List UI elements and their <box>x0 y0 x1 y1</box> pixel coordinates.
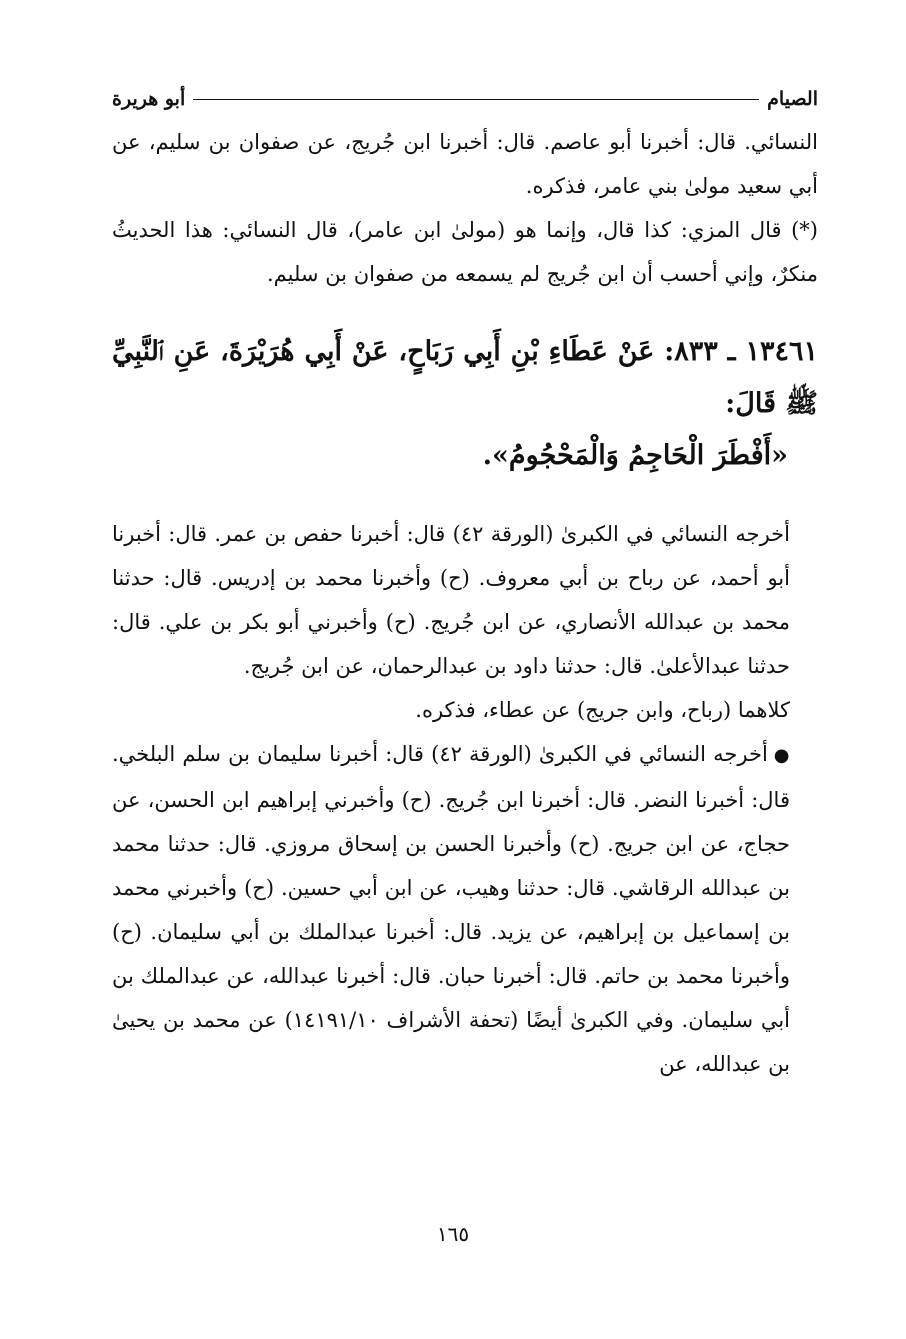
spacer <box>112 296 818 326</box>
takhrij-paragraph-2: كلاهما (رباح، وابن جريج) عن عطاء، فذكره. <box>415 698 790 722</box>
footnote-paragraph-1: النسائي. قال: أخبرنا أبو عاصم. قال: أخبرنا ابن جُريج، عن صفوان بن سليم، عن أبي سعيد مولىٰ بني عامر، فذكره. <box>112 130 818 198</box>
takhrij-paragraph-1: أخرجه النسائي في الكبرىٰ (الورقة ٤٢) قال: أخبرنا حفص بن عمر. قال: أخبرنا أبو أحمد، عن رباح بن أبي معروف. (ح) وأخبرنا محمد بن إدريس. قال: حدثنا محمد بن عبدالله الأنصاري، عن ابن جُريج. (ح) وأخبرني أبو بكر بن علي. قال: حدثنا عبدالأعلىٰ. قال: حدثنا داود بن عبدالرحمان، عن ابن جُريج. <box>112 522 791 678</box>
bullet-icon: ● <box>773 745 790 766</box>
takhrij-paragraph-3 <box>112 732 818 1086</box>
hadith-text: «أَفْطَرَ الْحَاجِمُ وَالْمَحْجُومُ». <box>482 440 788 471</box>
running-header <box>112 78 818 120</box>
page-number: ١٦٥ <box>436 1222 470 1246</box>
header-rule <box>193 99 759 100</box>
spacer <box>112 482 818 512</box>
page-body <box>112 78 818 1086</box>
header-right-title: الصيام <box>767 88 818 110</box>
footnote-paragraph-2: (*) قال المزي: كذا قال، وإنما هو (مولىٰ ابن عامر)، قال النسائي: هذا الحديثُ منكرٌ، وإني أحسب أن ابن جُريج لم يسمعه من صفوان بن سليم. <box>112 218 819 286</box>
takhrij-paragraph-3-text: أخرجه النسائي في الكبرىٰ (الورقة ٤٢) قال: أخبرنا سليمان بن سلم البلخي. قال: أخبرنا النضر. قال: أخبرنا ابن جُريج. (ح) وأخبرني إبراهيم ابن الحسن، عن حجاج، عن ابن جريج. (ح) وأخبرنا الحسن بن إسحاق مروزي. قال: حدثنا محمد بن عبدالله الرقاشي. قال: حدثنا وهيب، عن ابن أبي حسين. (ح) وأخبرني محمد بن إسماعيل بن إبراهيم، عن يزيد. قال: أخبرنا عبدالملك بن أبي سليمان. (ح) وأخبرنا محمد بن حاتم. قال: أخبرنا حبان. قال: أخبرنا عبدالله، عن عبدالملك بن أبي سليمان. وفي الكبرىٰ أيضًا (تحفة الأشراف ١٤١٩١/١٠) عن محمد بن يحيىٰ بن عبدالله، عن <box>112 742 790 1076</box>
header-left-title: أبو هريرة <box>112 88 186 110</box>
hadith-heading: ١٣٤٦١ ـ ٨٣٣: عَنْ عَطَاءِ بْنِ أَبِي رَبَاحٍ، عَنْ أَبِي هُرَيْرَةَ، عَنِ ٱلنَّبِيِّ ﷺ قَالَ: <box>112 336 818 419</box>
